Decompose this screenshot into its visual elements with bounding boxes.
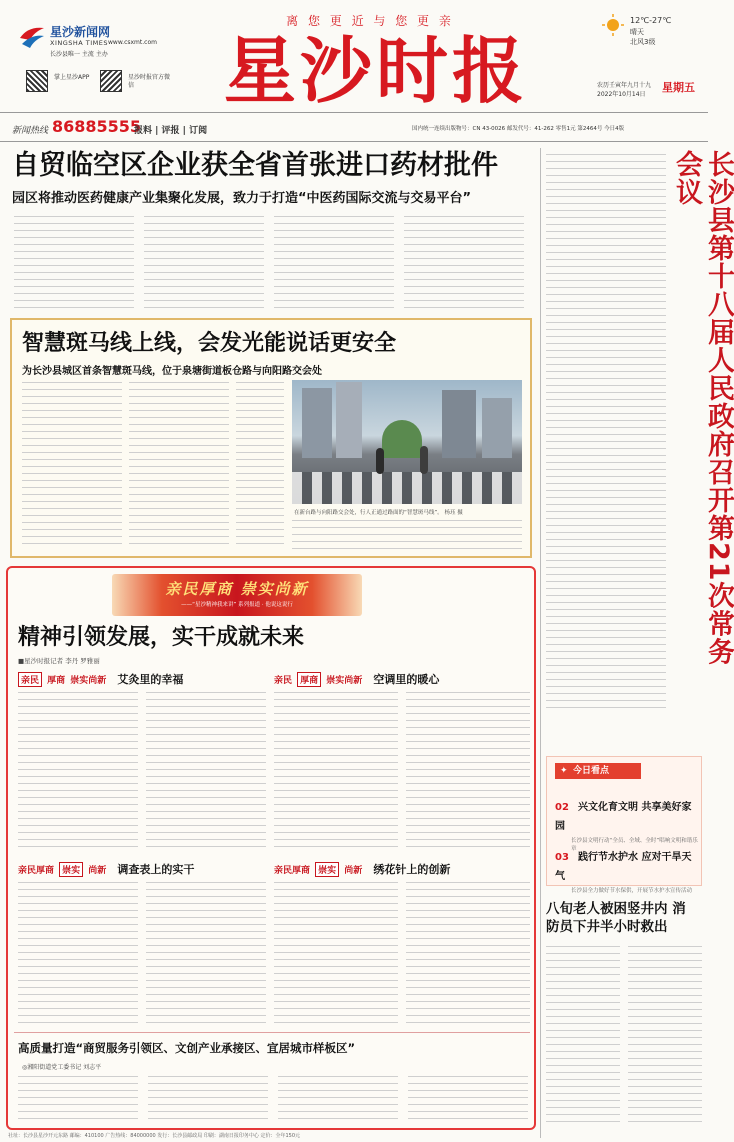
box1-tag-2: 厚商	[47, 676, 66, 686]
box1-tag-3: 崇实尚新	[70, 676, 107, 686]
box2-tag-2: 厚商	[297, 672, 321, 687]
rescue-body	[546, 944, 702, 1126]
logo-slogan: 长沙县唯一 主流 主办	[50, 51, 108, 58]
masthead	[0, 0, 708, 136]
today-box	[546, 756, 702, 894]
story2-box	[10, 318, 532, 558]
feature-bottom-headline: 高质量打造“商贸服务引领区、文创产业承接区、宜居城市样板区”	[18, 1041, 356, 1055]
publication-info: 国内统一连续出版物号：CN 43-0026 邮发代号：41-262 零售1元 第2464号 今日4版	[412, 126, 625, 132]
crosswalk-photo	[292, 380, 522, 504]
section-box-3	[18, 858, 266, 874]
feature-frame	[6, 566, 536, 1130]
photo-caption: 在新台路与向阳路交会处，行人正通过路面的“智慧斑马线”。 杨珏 摄	[294, 510, 463, 516]
feature-banner	[112, 574, 362, 616]
story2-body-left	[22, 380, 122, 550]
site-logo	[18, 20, 168, 64]
issue-date: 2022年10月14日	[597, 91, 646, 98]
today-header: ✦ 今日看点	[555, 763, 641, 779]
logo-url: www.csxmt.com	[108, 39, 157, 46]
box4-tag-2: 崇实	[315, 862, 339, 877]
box4-tag-1: 亲民厚商	[274, 866, 311, 876]
rescue-headline: 八旬老人被困竖井内 消防员下井半小时救出	[546, 901, 686, 935]
box3-tag-3: 尚新	[88, 866, 107, 876]
today-item-2[interactable]: 03 践行节水护水 应对干旱天气 长沙县全力做好节水保供，开展节水护水宣传活动	[555, 852, 693, 894]
qr-code-app	[26, 70, 48, 92]
hotline-links[interactable]: 报料 | 评报 | 订阅	[134, 126, 208, 136]
weather-temp: 12℃-27℃	[630, 16, 672, 25]
box1-tag-1: 亲民	[18, 672, 42, 687]
feature-banner-sub: ——“星沙精神我来讲” 系列报道 · 他说这说行	[181, 602, 293, 608]
story2-body-mid2	[236, 380, 284, 550]
box3-title: 调查表上的实干	[117, 863, 195, 876]
box3-tag-2: 崇实	[59, 862, 83, 877]
section-box-2	[274, 668, 530, 684]
lead-col-3	[274, 214, 394, 310]
box4-tag-3: 尚新	[344, 866, 363, 876]
lead-col-1	[14, 214, 134, 310]
box3-tag-1: 亲民厚商	[18, 866, 55, 876]
star-icon: ✦	[560, 766, 568, 776]
hotline-bar	[0, 112, 708, 142]
qr-code-wechat	[100, 70, 122, 92]
lead-col-4	[404, 214, 524, 310]
lead-subhead: 园区将推动医药健康产业集聚化发展，致力于打造“中医药国际交流与交易平台”	[12, 191, 472, 206]
side-headline-text: 长沙县第十八届人民政府召开第21次常务会议	[671, 150, 734, 666]
hotline-number: 86885555	[52, 117, 142, 136]
box2-tag-3: 崇实尚新	[326, 676, 363, 686]
feature-headline: 精神引领发展，实干成就未来	[18, 625, 305, 650]
story2-headline: 智慧斑马线上线，会发光能说话更安全	[22, 331, 397, 356]
box2-body	[274, 690, 530, 848]
story2-subhead: 为长沙县城区首条智慧斑马线，位于泉塘街道板仓路与向阳路交会处	[22, 366, 322, 377]
logo-name: 星沙新闻网	[50, 25, 111, 39]
side-headline	[670, 150, 734, 690]
section-box-1	[18, 668, 266, 684]
lead-body	[14, 214, 534, 310]
weekday: 星期五	[662, 81, 695, 94]
feature-bottom-body	[18, 1074, 530, 1124]
box1-body	[18, 690, 266, 848]
box4-title: 绣花针上的创新	[373, 863, 451, 876]
box3-body	[18, 880, 266, 1028]
weather-desc: 晴天	[630, 28, 644, 36]
feature-byline: ■星沙时报记者 李丹 罗雅丽	[18, 657, 100, 665]
story2-body-right	[292, 518, 522, 552]
weather-wind: 北风3级	[630, 38, 656, 46]
box1-title: 艾灸里的幸福	[117, 673, 184, 686]
box2-title: 空调里的暖心	[373, 673, 440, 686]
section-box-4	[274, 858, 530, 874]
qr-app-label: 掌上星沙APP	[54, 74, 90, 81]
masthead-slogan: 离 您 更 近 与 您 更 亲	[286, 14, 454, 28]
story2-body-mid	[129, 380, 229, 550]
feature-bottom-byline: ◎湘阳街道党工委书记 刘志平	[22, 1064, 102, 1071]
box4-body	[274, 880, 530, 1028]
side-body-top	[546, 152, 666, 712]
feature-banner-title: 亲民厚商 崇实尚新	[165, 580, 309, 598]
box2-tag-1: 亲民	[274, 676, 293, 686]
lead-headline: 自贸临空区企业获全省首张进口药材批件	[12, 150, 498, 181]
hotline-label: 新闻热线	[12, 126, 49, 136]
today-item-1[interactable]: 02 兴文化育文明 共享美好家园 长沙县文明行动“全员、全域、全时”唱响文明和谐乐章	[555, 802, 698, 852]
newspaper-title: 星沙时报	[223, 29, 528, 113]
sun-icon	[602, 14, 624, 36]
lead-col-2	[144, 214, 264, 310]
lunar-date: 农历壬寅年九月十九	[597, 82, 652, 89]
logo-icon	[18, 24, 46, 50]
qr-wechat-label: 星沙时报官方微信	[128, 74, 171, 89]
page-footer: 社址：长沙县星沙开元东路 邮编：410100 广告热线：84000000 发行：长沙县邮政局 印刷：湖南日报印务中心 定价：全年150元	[8, 1133, 301, 1139]
logo-english: XINGSHA TIMES	[50, 39, 109, 47]
